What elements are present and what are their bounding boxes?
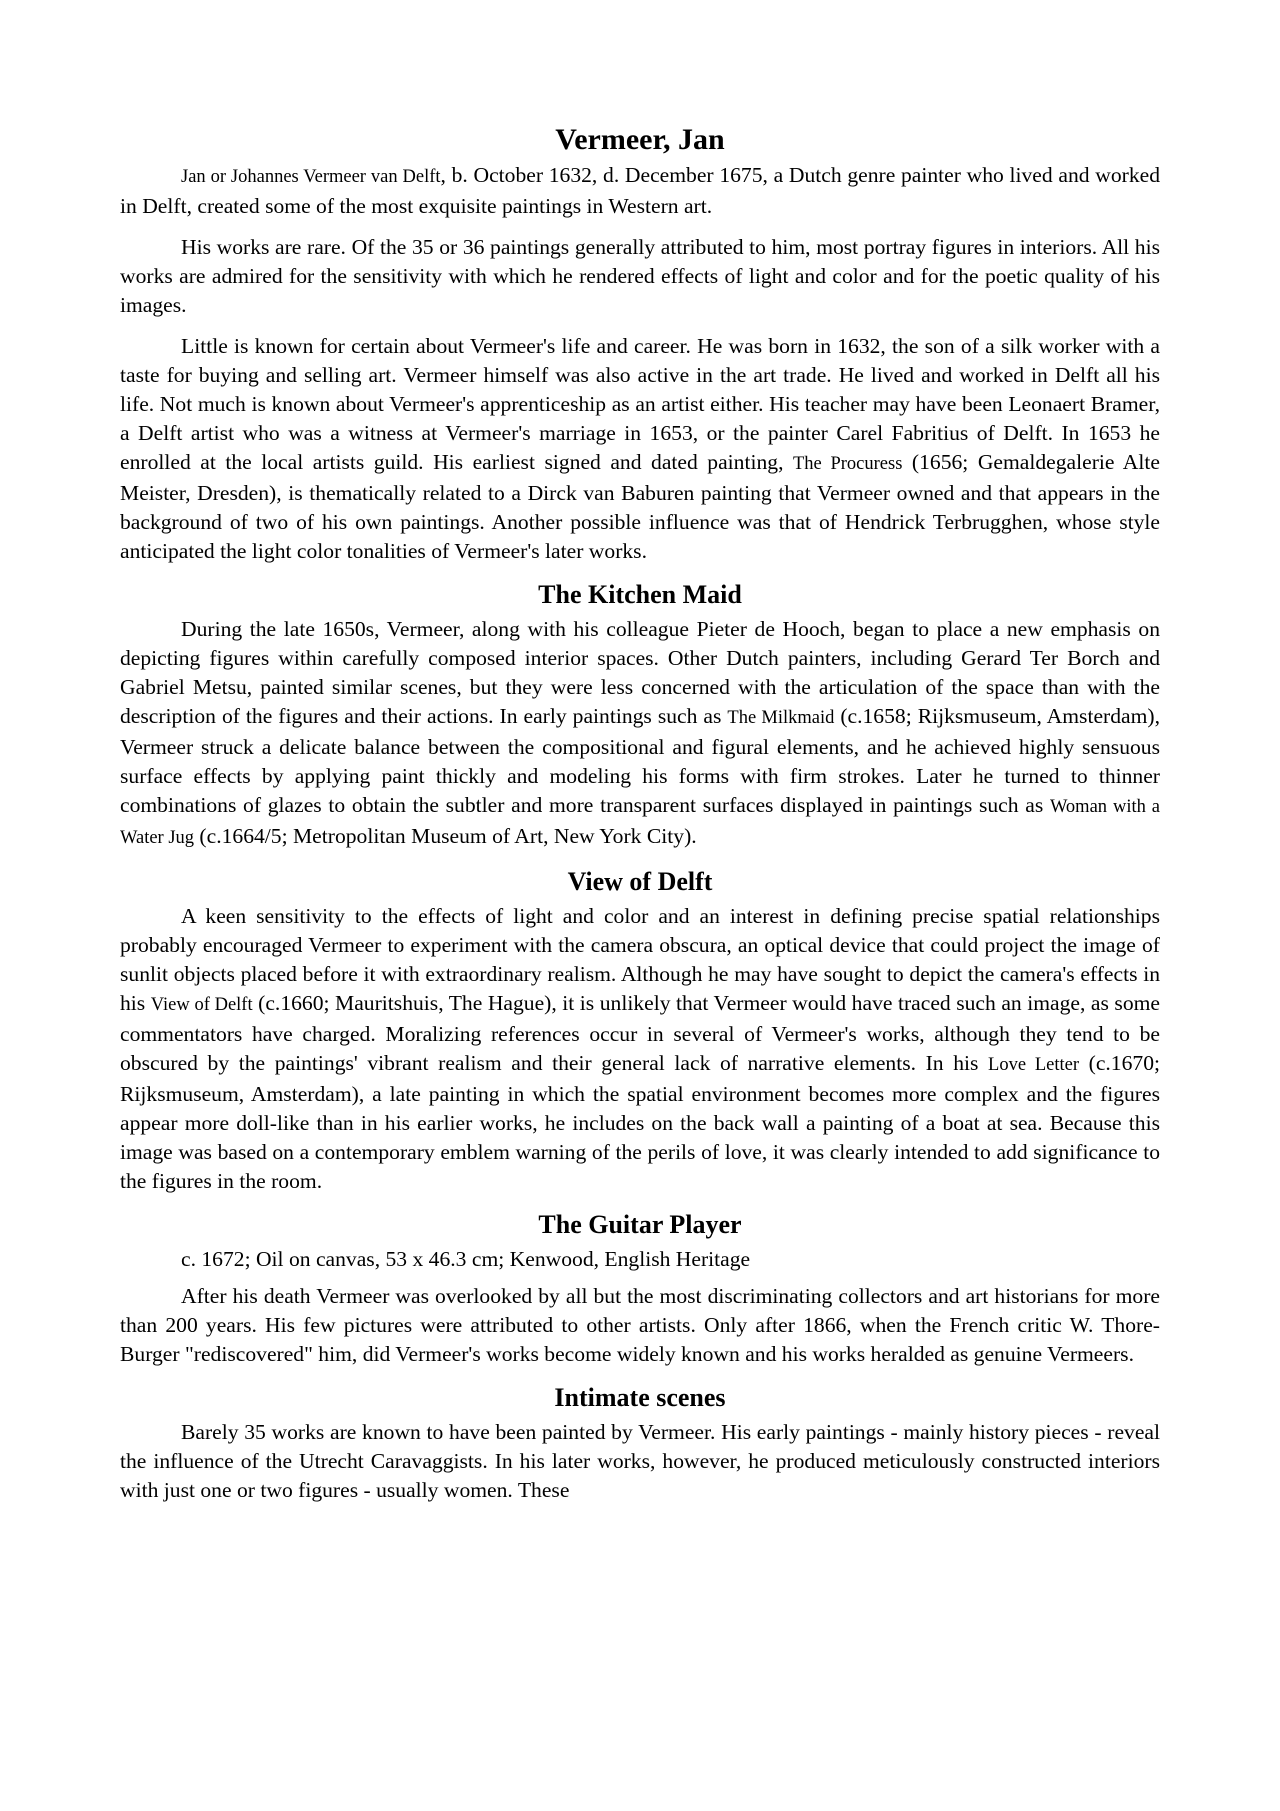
biography-paragraph (120, 332, 1160, 566)
guitar-player-meta: c. 1672; Oil on canvas, 53 x 46.3 cm; Kenwood, English Heritage (181, 1247, 751, 1271)
artist-full-name: Jan or Johannes Vermeer van Delft (181, 167, 441, 187)
kitchen-maid-paragraph (120, 615, 1160, 853)
section-heading-intimate-scenes: Intimate scenes (554, 1383, 726, 1412)
page-title: Vermeer, Jan (555, 123, 725, 156)
kitchen-maid-text-c: (c.1664/5; Metropolitan Museum of Art, New York City). (194, 824, 697, 848)
section-heading-guitar-player: The Guitar Player (538, 1210, 742, 1239)
document-page (120, 118, 1160, 1517)
rarity-paragraph: His works are rare. Of the 35 or 36 paintings generally attributed to him, most portray figures in interiors. All his works are admired for the sensitivity with which he rendered effects of light and color and for the poetic quality of his images. (120, 235, 1160, 317)
biography-text-b: (1656; Gemaldegalerie Alte Meister, Dresden), is thematically related to a Dirck van Baburen painting that Vermeer owned and that appears in the background of two of his own paintings. Another possible influence was that of Hendrick Terbrugghen, whose style anticipated the light color tonalities of Vermeer's later works. (120, 450, 1160, 563)
view-of-delft-text-b: (c.1660; Mauritshuis, The Hague), it is unlikely that Vermeer would have traced such an image, as some commentators have charged. Moralizing references occur in several of Vermeer's works, although they tend to be obscured by the paintings' vibrant realism and their general lack of narrative elements. In his (120, 991, 1160, 1075)
work-title-love-letter: Love Letter (988, 1055, 1080, 1075)
intro-text: , b. October 1632, d. December 1675, a Dutch genre painter who lived and worked in Delft, created some of the most exquisite paintings in Western art. (120, 163, 1160, 218)
view-of-delft-text-c: (c.1670; Rijksmuseum, Amsterdam), a late painting in which the spatial environment becomes more complex and the figures appear more doll-like than in his earlier works, he includes on the back wall a painting of a boat at sea. Because this image was based on a contemporary emblem warning of the perils of love, it was clearly intended to add significance to the figures in the room. (120, 1051, 1160, 1193)
kitchen-maid-text-b: (c.1658; Rijksmuseum, Amsterdam), Vermeer struck a delicate balance between the compositional and figural elements, and he achieved highly sensuous surface effects by applying paint thickly and modeling his forms with firm strokes. Later he turned to thinner combinations of glazes to obtain the subtler and more transparent surfaces displayed in paintings such as (120, 704, 1160, 817)
intro-paragraph (120, 161, 1160, 221)
view-of-delft-text-a: A keen sensitivity to the effects of light and color and an interest in defining precise spatial relationships probably encouraged Vermeer to experiment with the camera obscura, an optical device that could project the image of sunlit objects placed before it with extraordinary realism. Although he may have sought to depict the camera's effects in his (120, 904, 1160, 1015)
section-heading-kitchen-maid: The Kitchen Maid (538, 580, 742, 609)
biography-text-a: Little is known for certain about Vermeer's life and career. He was born in 1632, the son of a silk worker with a taste for buying and selling art. Vermeer himself was also active in the art trade. He lived and worked in Delft all his life. Not much is known about Vermeer's apprenticeship as an artist either. His teacher may have been Leonaert Bramer, a Delft artist who was a witness at Vermeer's marriage in 1653, or the painter Carel Fabritius of Delft. In 1653 he enrolled at the local artists guild. His earliest signed and dated painting, (120, 334, 1160, 474)
section-heading-view-of-delft: View of Delft (567, 867, 713, 896)
kitchen-maid-text-a: During the late 1650s, Vermeer, along with his colleague Pieter de Hooch, began to place a new emphasis on depicting figures within carefully composed interior spaces. Other Dutch painters, including Gerard Ter Borch and Gabriel Metsu, painted similar scenes, but they were less concerned with the articulation of the space than with the description of the figures and their actions. In early paintings such as (120, 617, 1160, 728)
work-title-water-jug: Woman with a Water Jug (120, 797, 1160, 848)
intimate-scenes-paragraph: Barely 35 works are known to have been painted by Vermeer. His early paintings - mainly history pieces - reveal the influence of the Utrecht Caravaggists. In his later works, however, he produced meticulously constructed interiors with just one or two figures - usually women. These (120, 1420, 1160, 1502)
view-of-delft-paragraph (120, 902, 1160, 1196)
work-title-milkmaid: The Milkmaid (727, 708, 835, 728)
work-title-view-of-delft: View of Delft (150, 995, 253, 1015)
work-title-procuress: The Procuress (792, 454, 903, 474)
guitar-player-paragraph: After his death Vermeer was overlooked by all but the most discriminating collectors and art historians for more than 200 years. His few pictures were attributed to other artists. Only after 1866, when the French critic W. Thore-Burger "rediscovered" him, did Vermeer's works become widely known and his works heralded as genuine Vermeers. (120, 1284, 1160, 1366)
